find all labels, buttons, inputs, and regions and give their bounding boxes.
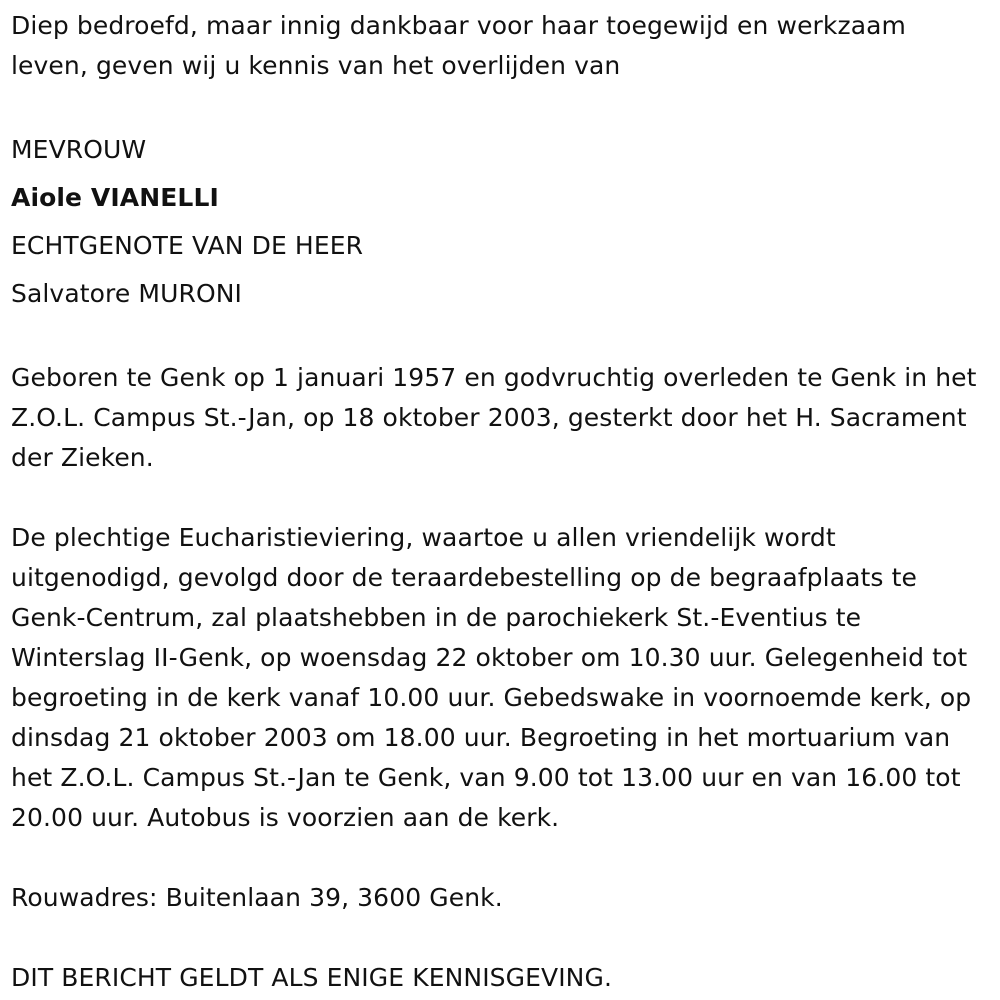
intro-paragraph: Diep bedroefd, maar innig dankbaar voor haar toegewijd en werkzaam leven, geven wij u kennis van het overlijden van	[11, 11, 907, 80]
notice-line: DIT BERICHT GELDT ALS ENIGE KENNISGEVING.	[11, 963, 612, 992]
spacer	[11, 86, 986, 126]
spouse-name: Salvatore MURONI	[11, 279, 242, 308]
spacer	[11, 318, 986, 358]
spouse-title: ECHTGENOTE VAN DE HEER	[11, 231, 364, 260]
obituary-document	[11, 6, 986, 998]
ceremony-paragraph: De plechtige Eucharistieviering, waartoe u allen vriendelijk wordt uitgenodigd, gevolgd door de teraardebestelling op de begraafplaats te Genk-Centrum, zal plaatshebben in de parochiekerk St.-Eventius te Winterslag II-Genk, op woensdag 22 oktober om 10.30 uur. Gelegenheid tot begroeting in de kerk vanaf 10.00 uur. Gebedswake in voornoemde kerk, op dinsdag 21 oktober 2003 om 18.00 uur. Begroeting in het mortuarium van het Z.O.L. Campus St.-Jan te Genk, van 9.00 tot 13.00 uur en van 16.00 tot 20.00 uur. Autobus is voorzien aan de kerk.	[11, 523, 972, 832]
spacer	[11, 478, 986, 518]
salutation: MEVROUW	[11, 135, 147, 164]
spacer	[11, 918, 986, 958]
deceased-name: Aiole VIANELLI	[11, 183, 219, 212]
spacer	[11, 838, 986, 878]
mourning-address: Rouwadres: Buitenlaan 39, 3600 Genk.	[11, 883, 503, 912]
birth-death-paragraph: Geboren te Genk op 1 januari 1957 en godvruchtig overleden te Genk in het Z.O.L. Campus St.-Jan, op 18 oktober 2003, gesterkt door het H. Sacrament der Zieken.	[11, 363, 977, 472]
